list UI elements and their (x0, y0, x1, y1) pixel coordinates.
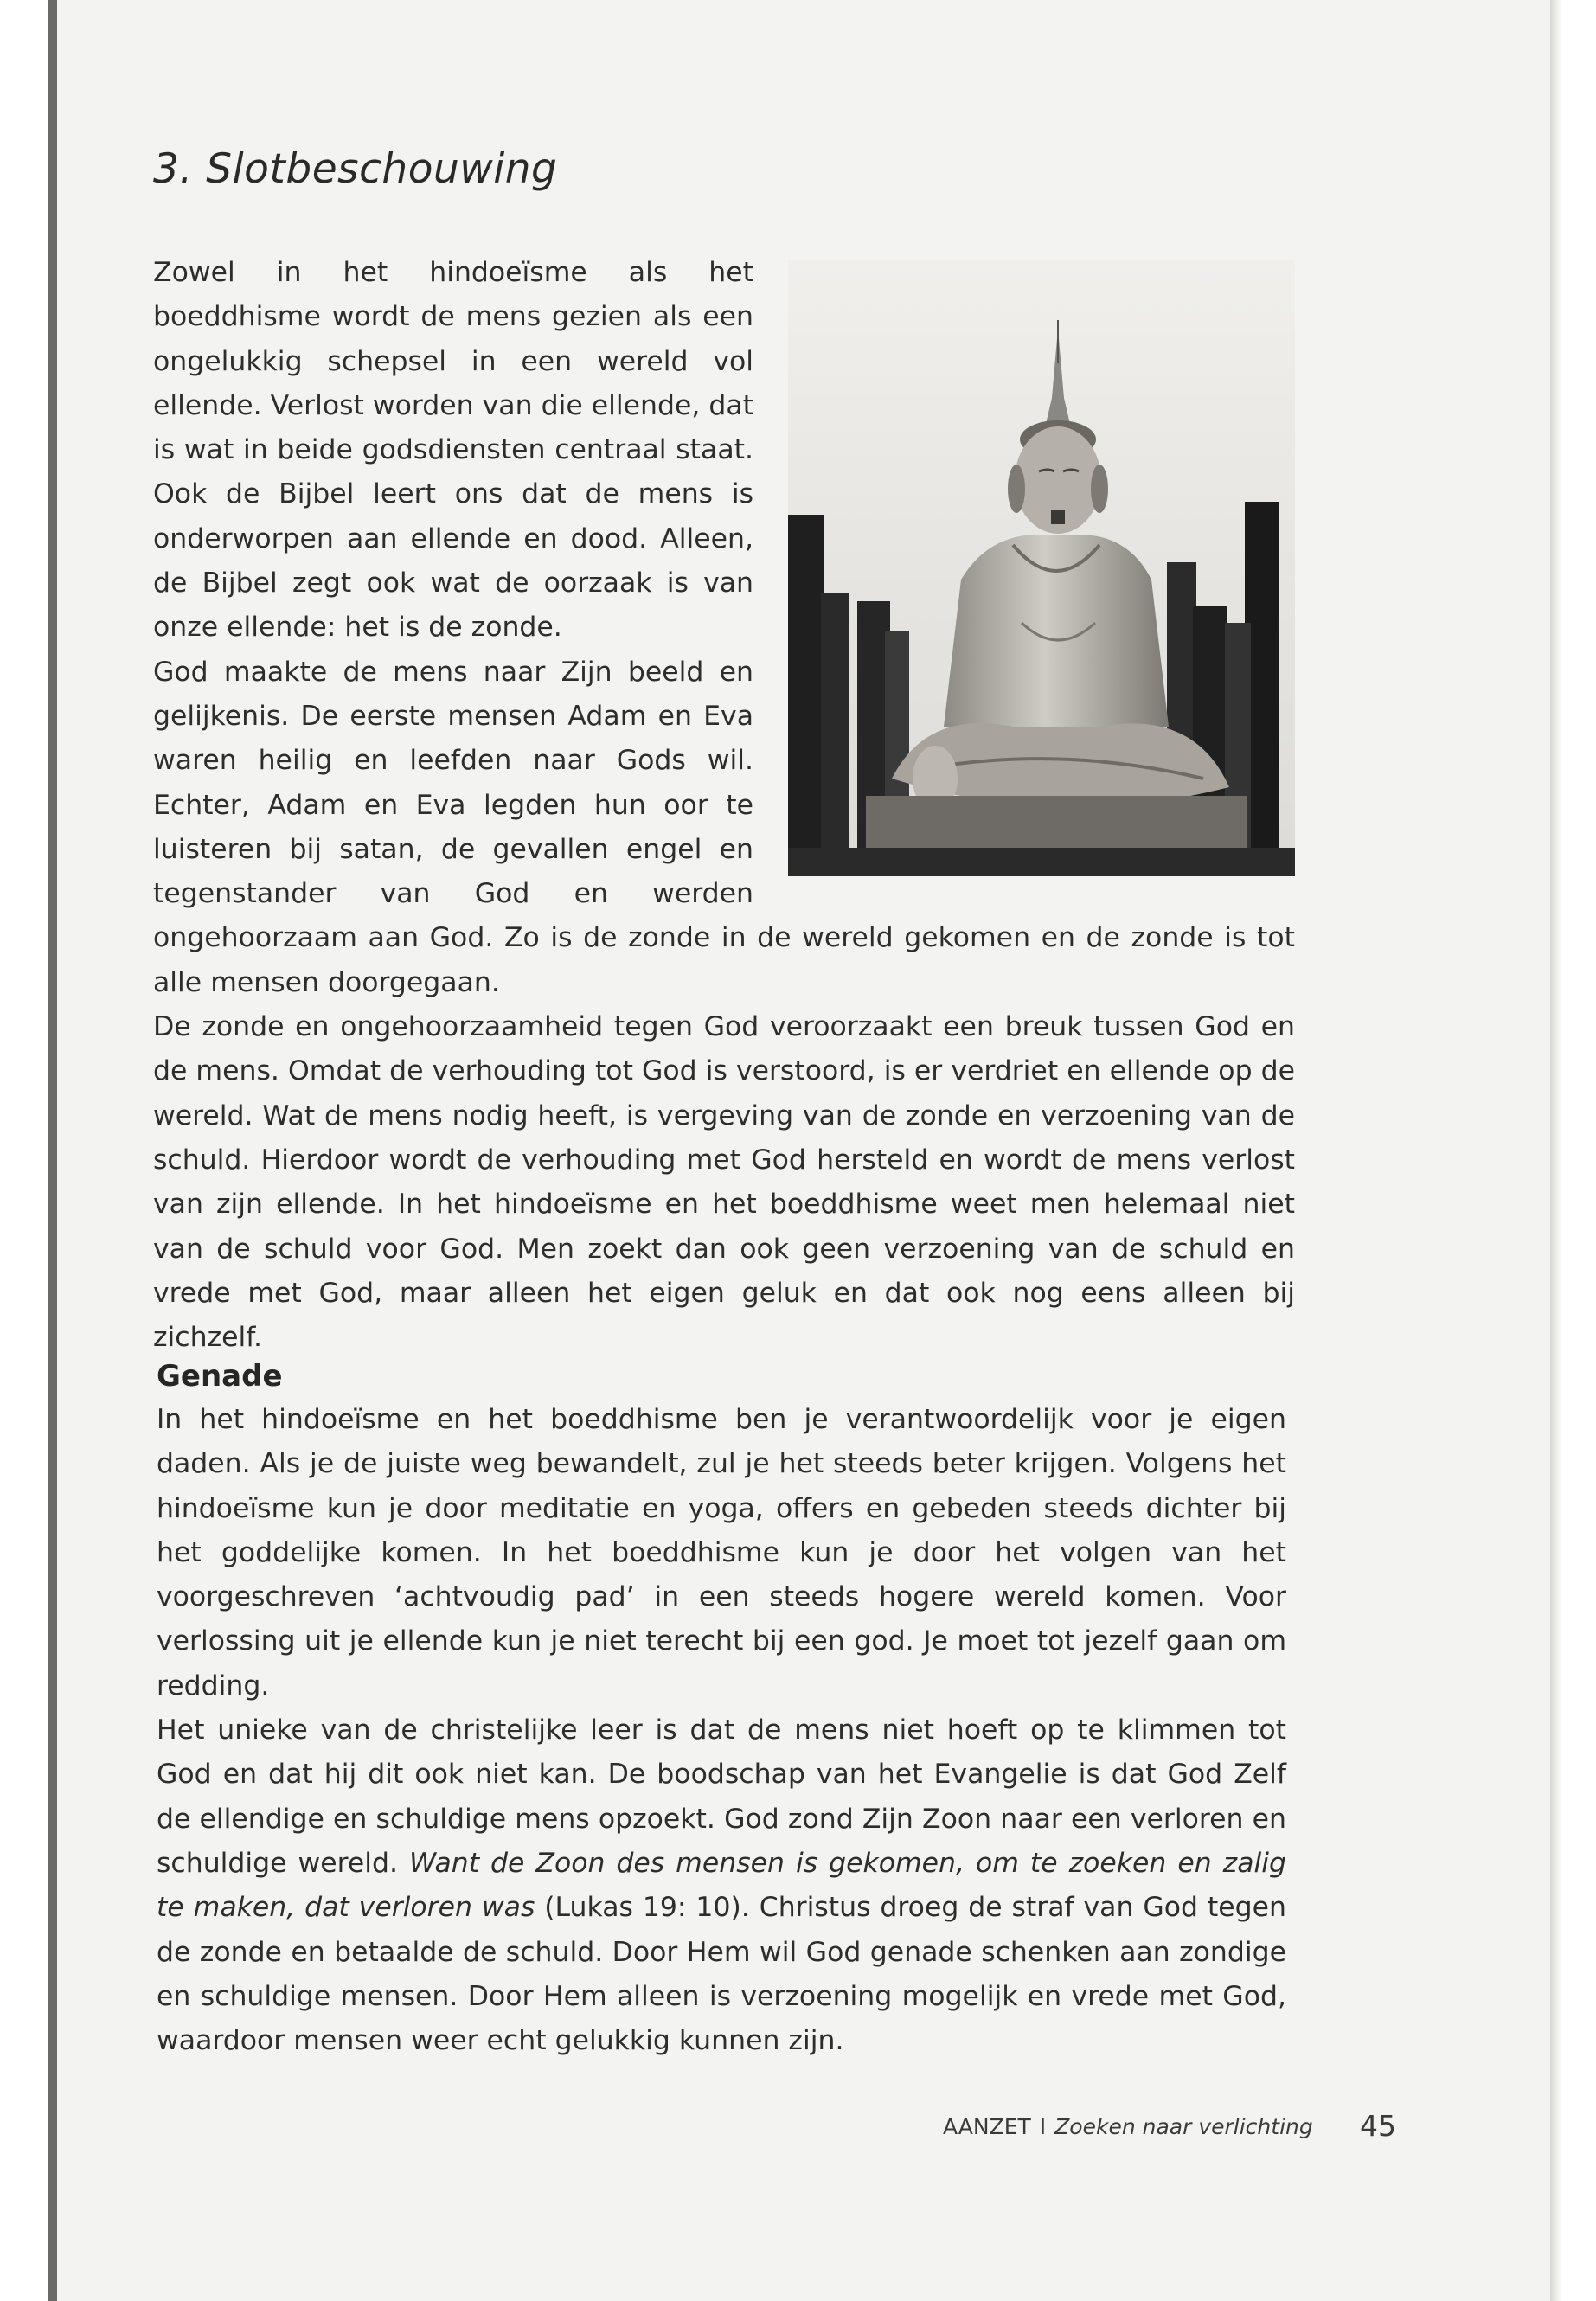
genade-paragraph-2-start: Het unieke van de christelijke leer is dat de mens niet hoeft op te klimmen tot God en dat hij dit ook niet kan. De boodschap van het Evangelie is dat God Zelf de ellendige en schuldige mens opzoekt. God zond Zijn Zoon naar een verloren en schuldige wereld. (157, 1715, 1286, 1879)
section-text (153, 251, 1295, 1360)
paragraph-3: De zonde en ongehoorzaamheid tegen God veroorzaakt een breuk tussen God en de mens. Omdat de verhouding tot God is verstoord, is er verdriet en ellende op de wereld. Wat de mens nodig heeft, is vergeving van de zonde en verzoening van de schuld. Hierdoor wordt de verhouding met God hersteld en wordt de mens verlost van zijn ellende. In het hindoeïsme en het boeddhisme weet men helemaal niet van de schuld voor God. Men zoekt dan ook geen verzoening van de schuld en vrede met God, maar alleen het eigen geluk en dat ook nog eens alleen bij zichzelf. (153, 1011, 1295, 1354)
genade-paragraph-2 (157, 1708, 1286, 2063)
genade-heading: Genade (157, 1359, 283, 1394)
footer-separator: I (1039, 2114, 1047, 2139)
paragraph-1: Zowel in het hindoeïsme als het boeddhisme wordt de mens gezien als een ongelukkig schepsel in een wereld vol ellende. Verlost worden van die ellende, dat is wat in beide godsdiensten centraal staat. Ook de Bijbel leert ons dat de mens is onderworpen aan ellende en dood. Alleen, de Bijbel zegt ook wat de oorzaak is van onze ellende: het is de zonde. (153, 257, 753, 644)
paragraph-2: God maakte de mens naar Zijn beeld en gelijkenis. De eerste mensen Adam en Eva waren heilig en leefden naar Gods wil. Echter, Adam en Eva legden hun oor te luisteren bij satan, de gevallen engel en tegenstander van God en werden ongehoorzaam aan God. Zo is de zonde in de wereld gekomen en de zonde is tot alle mensen doorgegaan. (153, 656, 1295, 998)
buddha-statue-photo (788, 260, 1295, 876)
genade-paragraph-1: In het hindoeïsme en het boeddhisme ben je verantwoordelijk voor je eigen daden. Als je de juiste weg bewandelt, zul je het steeds beter krijgen. Volgens het hindoeïsme kun je door meditatie en yoga, offers en gebeden steeds dichter bij het goddelijke komen. In het boeddhisme kun je door het volgen van het voorgeschreven ‘achtvoudig pad’ in een steeds hogere wereld komen. Voor verlossing uit je ellende kun je niet terecht bij een god. Je moet tot jezelf gaan om redding. (157, 1404, 1286, 1702)
genade-paragraph-2-end: (Lukas 19: 10). Christus droeg de straf van God tegen de zonde en betaalde de schuld. Door Hem wil God genade schenken aan zondige en schuldige mensen. Door Hem alleen is verzoening mogelijk en vrede met God, waardoor mensen weer echt gelukkig kunnen zijn. (157, 1892, 1286, 2057)
page-footer (943, 2109, 1401, 2143)
page-edge (1550, 0, 1562, 2301)
footer-series: AANZET (943, 2114, 1031, 2139)
section-heading: 3. Slotbeschouwing (153, 145, 558, 193)
bible-quote: Want de Zoon des mensen is gekomen, om te zoeken en zalig te maken, dat verloren was (157, 1847, 1286, 1924)
genade-text (157, 1398, 1286, 2063)
page-number: 45 (1360, 2109, 1396, 2143)
footer-topic: Zoeken naar verlichting (1054, 2114, 1313, 2139)
